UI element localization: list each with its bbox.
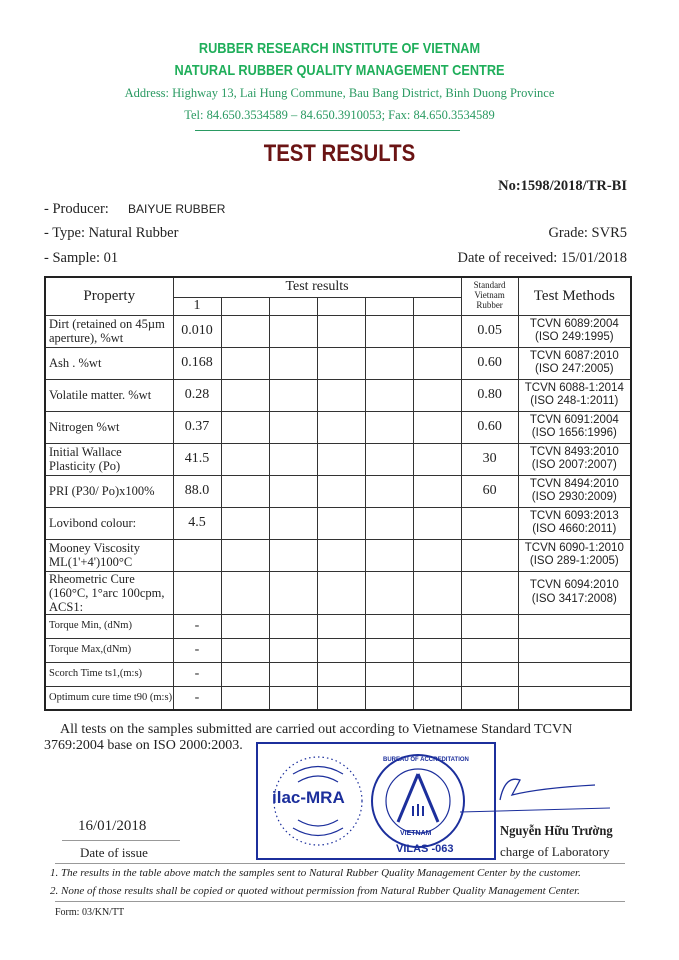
table-row [45,571,631,614]
method-iso: (ISO 3417:2008) [531,592,617,605]
empty-result-cell [221,411,269,443]
result-cell: - [173,686,221,710]
page-title: TEST RESULTS [263,140,416,167]
centre-name: NATURAL RUBBER QUALITY MANAGEMENT CENTRE [174,62,505,79]
empty-result-cell [269,443,317,475]
property-cell: Scorch Time ts1,(m:s) [45,662,173,686]
method-cell [518,539,631,571]
header-methods: Test Methods [518,277,631,315]
empty-result-cell [365,315,413,347]
property-cell: Initial Wallace Plasticity (Po) [45,443,173,475]
method-tcvn: TCVN 6089:2004 [529,317,619,330]
empty-result-cell [269,379,317,411]
property-cell: Nitrogen %wt [45,411,173,443]
property-cell: Ash . %wt [45,347,173,379]
empty-header-cell [221,297,269,315]
empty-result-cell [221,539,269,571]
results-table [44,276,632,711]
empty-result-cell [317,614,365,638]
empty-result-cell [317,507,365,539]
result-cell [173,571,221,614]
table-row [45,507,631,539]
empty-result-cell [317,347,365,379]
header-sample-1: 1 [173,297,221,315]
empty-result-cell [365,686,413,710]
empty-result-cell [365,614,413,638]
signature [420,760,620,820]
issue-date: 16/01/2018 [78,818,147,834]
standard-cell [461,507,518,539]
table-row [45,315,631,347]
empty-result-cell [317,315,365,347]
empty-result-cell [365,347,413,379]
empty-result-cell [221,443,269,475]
form-number: Form: 03/KN/TT [55,907,125,918]
empty-result-cell [413,662,461,686]
standard-cell [461,638,518,662]
empty-result-cell [413,315,461,347]
empty-result-cell [413,379,461,411]
table-row [45,379,631,411]
method-iso: (ISO 2930:2009) [531,491,617,503]
standard-cell: 0.80 [461,379,518,411]
empty-result-cell [317,571,365,614]
empty-result-cell [317,411,365,443]
empty-result-cell [413,347,461,379]
empty-result-cell [221,638,269,662]
empty-result-cell [269,315,317,347]
empty-result-cell [365,411,413,443]
method-tcvn: TCVN 6094:2010 [529,579,619,592]
method-cell [518,638,631,662]
issue-date-label: Date of issue [80,845,148,860]
result-cell: 0.37 [173,411,221,443]
method-cell [518,443,631,475]
header-divider [195,130,460,131]
method-cell [518,315,631,347]
standard-cell [461,571,518,614]
document-number: No:1598/2018/TR-BI [498,178,627,194]
empty-result-cell [269,507,317,539]
table-row [45,347,631,379]
result-cell [173,539,221,571]
empty-result-cell [269,571,317,614]
property-cell: Lovibond colour: [45,507,173,539]
header-standard: Standard Vietnam Rubber [461,277,518,315]
standard-statement: All tests on the samples submitted are carried out according to Vietnamese Standard TCVN 3769:2004 base on ISO 2000:2003. [44,722,573,754]
method-cell [518,379,631,411]
empty-header-cell [365,297,413,315]
empty-result-cell [317,539,365,571]
result-cell: 4.5 [173,507,221,539]
empty-result-cell [413,507,461,539]
table-row [45,475,631,507]
empty-result-cell [365,571,413,614]
ilac-mra-logo: ilac-MRA [272,788,345,807]
method-cell [518,662,631,686]
property-cell: Torque Min, (dNm) [45,614,173,638]
empty-result-cell [317,638,365,662]
empty-result-cell [269,686,317,710]
method-iso: (ISO 4660:2011) [532,523,617,535]
signatory-name: Nguyễn Hữu Trường [500,824,613,839]
empty-result-cell [269,347,317,379]
empty-result-cell [221,347,269,379]
method-tcvn: TCVN 6088-1:2014 [524,381,624,394]
method-tcvn: TCVN 6090-1:2010 [524,541,624,554]
empty-result-cell [269,411,317,443]
empty-result-cell [317,662,365,686]
empty-result-cell [221,315,269,347]
result-cell: 0.010 [173,315,221,347]
empty-result-cell [317,475,365,507]
contact: Tel: 84.650.3534589 – 84.650.3910053; Fax: 84.650.3534589 [184,108,495,122]
method-iso: (ISO 289-1:2005) [529,555,619,567]
empty-result-cell [269,539,317,571]
result-cell: 88.0 [173,475,221,507]
standard-cell: 0.05 [461,315,518,347]
address: Address: Highway 13, Lai Hung Commune, Bau Bang District, Binh Duong Province [124,86,555,100]
empty-result-cell [365,379,413,411]
method-iso: (ISO 2007:2007) [531,459,617,471]
method-iso: (ISO 248-1:2011) [530,395,619,407]
table-row [45,686,631,710]
producer-label: - Producer: [44,201,109,217]
standard-cell [461,614,518,638]
vietnam-text: VIETNAM [400,830,432,837]
method-cell [518,411,631,443]
table-row [45,614,631,638]
method-tcvn: TCVN 8493:2010 [529,445,619,458]
property-cell: Dirt (retained on 45µm aperture), %wt [45,315,173,347]
table-row [45,539,631,571]
empty-result-cell [365,475,413,507]
property-cell: PRI (P30/ Po)x100% [45,475,173,507]
empty-result-cell [413,475,461,507]
empty-result-cell [413,614,461,638]
empty-result-cell [269,475,317,507]
result-cell: 41.5 [173,443,221,475]
method-tcvn: TCVN 8494:2010 [529,477,619,490]
method-cell [518,614,631,638]
table-row [45,443,631,475]
empty-result-cell [413,411,461,443]
grade: Grade: SVR5 [548,225,627,241]
empty-result-cell [365,443,413,475]
empty-result-cell [365,662,413,686]
empty-result-cell [221,686,269,710]
empty-header-cell [269,297,317,315]
empty-result-cell [221,507,269,539]
result-cell: - [173,638,221,662]
property-cell: Volatile matter. %wt [45,379,173,411]
method-cell [518,347,631,379]
signatory-role: charge of Laboratory [500,844,610,859]
method-tcvn: TCVN 6087:2010 [529,349,619,362]
table-row [45,662,631,686]
empty-header-cell [317,297,365,315]
empty-result-cell [317,686,365,710]
property-cell: Rheometric Cure (160°C, 1°arc 100cpm, ACS1: [45,571,173,614]
empty-result-cell [413,571,461,614]
note-2: 2. None of those results shall be copied or quoted without permission from Natural Rubber Quality Management Center. [50,885,580,897]
standard-cell [461,662,518,686]
standard-cell: 30 [461,443,518,475]
result-cell: - [173,614,221,638]
standard-cell: 0.60 [461,347,518,379]
header-test-results: Test results [173,277,461,297]
date-received: Date of received: 15/01/2018 [457,250,627,266]
empty-result-cell [221,379,269,411]
empty-result-cell [221,614,269,638]
result-cell: 0.28 [173,379,221,411]
empty-result-cell [317,443,365,475]
empty-result-cell [365,539,413,571]
vilas-number: VILAS -063 [396,843,454,855]
header-property: Property [45,277,173,315]
method-iso: (ISO 247:2005) [534,363,614,375]
empty-result-cell [221,571,269,614]
empty-result-cell [221,662,269,686]
empty-result-cell [269,614,317,638]
result-cell: 0.168 [173,347,221,379]
notes-top-rule [55,863,625,864]
method-tcvn: TCVN 6093:2013 [529,509,619,522]
empty-header-cell [413,297,461,315]
method-tcvn: TCVN 6091:2004 [529,413,619,426]
table-row [45,411,631,443]
method-iso: (ISO 1656:1996) [531,427,617,439]
property-cell: Mooney Viscosity ML(1'+4')100°C [45,539,173,571]
empty-result-cell [365,638,413,662]
issue-date-line [62,840,180,841]
method-iso: (ISO 249:1995) [534,331,614,343]
standard-cell: 60 [461,475,518,507]
property-cell: Optimum cure time t90 (m:s) [45,686,173,710]
empty-result-cell [221,475,269,507]
empty-result-cell [269,638,317,662]
table-row [45,638,631,662]
method-cell [518,475,631,507]
producer-value: BAIYUE RUBBER [128,202,226,216]
empty-result-cell [413,686,461,710]
method-cell [518,686,631,710]
empty-result-cell [413,638,461,662]
standard-cell: 0.60 [461,411,518,443]
note-1: 1. The results in the table above match the samples sent to Natural Rubber Quality Management Center by the customer. [50,867,581,879]
empty-result-cell [317,379,365,411]
type: - Type: Natural Rubber [44,225,179,241]
property-cell: Torque Max,(dNm) [45,638,173,662]
bureau-text: BUREAU OF ACCREDITATION [383,757,469,763]
standard-cell [461,686,518,710]
sample: - Sample: 01 [44,250,119,266]
institute-name: RUBBER RESEARCH INSTITUTE OF VIETNAM [198,40,481,57]
notes-bottom-rule [55,901,625,902]
method-cell [518,507,631,539]
method-cell [518,571,631,614]
empty-result-cell [413,443,461,475]
empty-result-cell [269,662,317,686]
standard-cell [461,539,518,571]
result-cell: - [173,662,221,686]
empty-result-cell [365,507,413,539]
empty-result-cell [413,539,461,571]
